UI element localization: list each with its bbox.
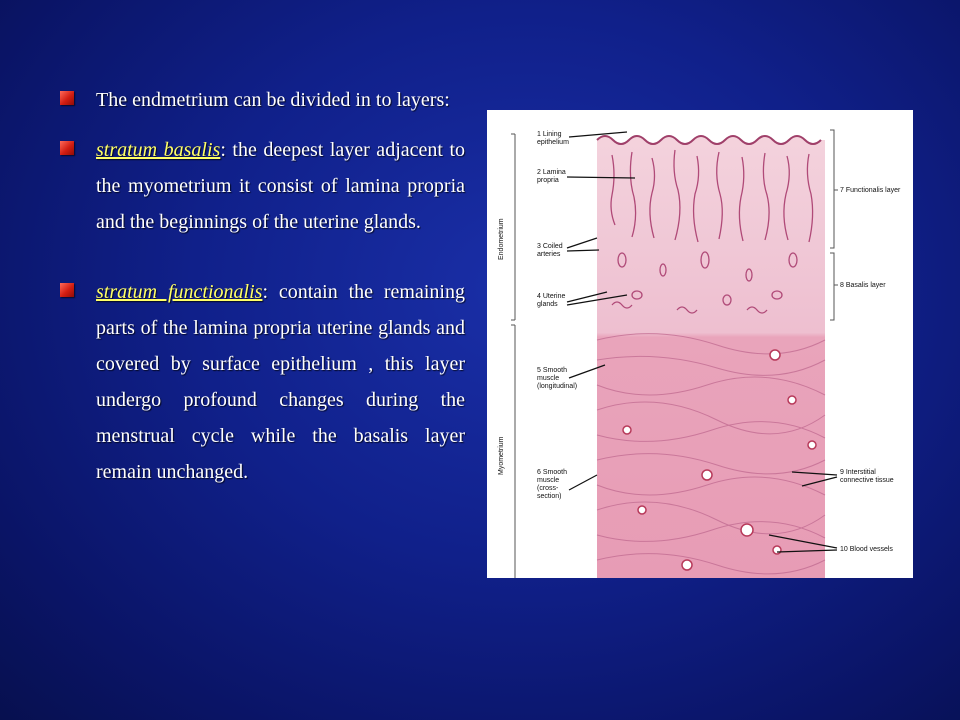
figure-label: connective tissue	[840, 477, 894, 484]
histology-figure	[487, 110, 913, 578]
figure-label: muscle	[537, 477, 560, 484]
endometrium-diagram	[487, 110, 913, 578]
bullet-body: : the deepest layer adjacent to the myometrium it consist of lamina propria and the beginnings of the uterine glands.	[96, 139, 466, 233]
term-stratum-functionalis: stratum functionalis	[96, 281, 263, 303]
figure-label: muscle	[537, 375, 560, 382]
figure-label: 9 Interstitial	[840, 469, 876, 476]
side-label-myometrium: Myometrium	[498, 436, 505, 475]
figure-label: 10 Blood vessels	[840, 546, 893, 553]
bullet-text	[96, 274, 465, 490]
bullet-text	[96, 132, 465, 240]
bullet-item	[60, 82, 465, 118]
figure-label: 7 Functionalis layer	[840, 187, 901, 194]
bullet-text: The endmetrium can be divided in to layers:	[96, 89, 450, 111]
bullet-body: : contain the remaining parts of the lamina propria uterine glands and covered by surface epithelium , this layer undergo profound changes during the menstrual cycle while the basalis layer remain unchanged.	[96, 281, 465, 483]
figure-label: 2 Lamina	[537, 169, 566, 176]
figure-label: 6 Smooth	[537, 469, 567, 476]
figure-label: 4 Uterine	[537, 293, 566, 300]
figure-label: 5 Smooth	[537, 367, 567, 374]
figure-label: (longitudinal)	[537, 383, 578, 390]
figure-label: 1 Lining	[537, 131, 562, 138]
bullet-item	[60, 132, 465, 240]
figure-label: glands	[537, 301, 558, 308]
figure-label: epithelium	[537, 139, 569, 146]
bullet-item	[60, 274, 465, 490]
tissue-micrograph	[597, 130, 825, 578]
term-stratum-basalis: stratum basalis	[96, 139, 221, 161]
figure-label: 8 Basalis layer	[840, 282, 886, 289]
figure-label: arteries	[537, 251, 561, 258]
bullet-square-icon	[60, 283, 74, 297]
figure-label: (cross-	[537, 485, 559, 492]
side-label-endometrium: Endometrium	[498, 218, 505, 260]
figure-label: propria	[537, 177, 559, 184]
bullet-list	[60, 82, 465, 504]
bullet-square-icon	[60, 91, 74, 105]
bullet-square-icon	[60, 141, 74, 155]
figure-label: section)	[537, 493, 562, 500]
figure-label: 3 Coiled	[537, 243, 563, 250]
